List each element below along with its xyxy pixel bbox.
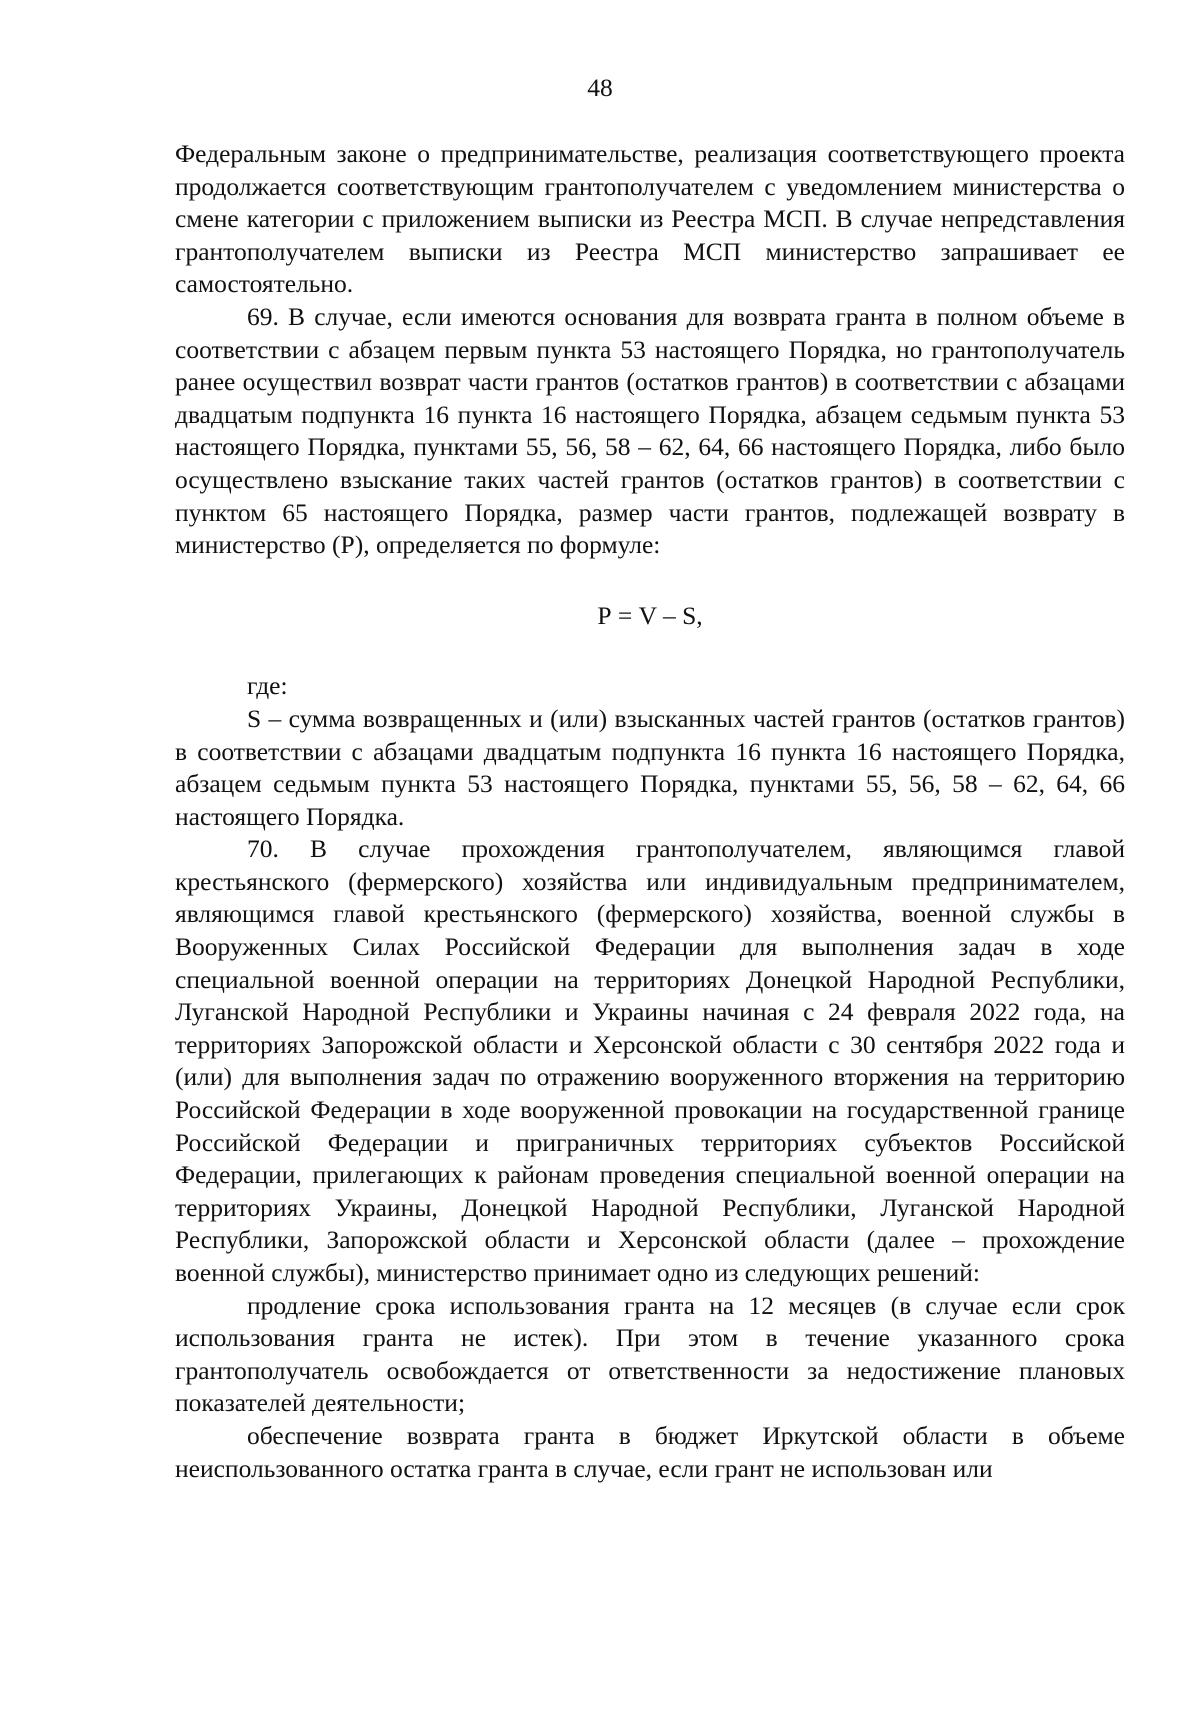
formula-where-label: где:: [247, 671, 288, 701]
formula: Р = V – S,: [597, 600, 703, 630]
document-body: [175, 138, 1125, 1485]
paragraph-item-70: 70. В случае прохождения грантополучателем, являющимся главой крестьянского (фермерского) хозяйства или индивидуальным предпринимателем, являющимся главой крестьянского (фермерского) хозяйства, военной службы в Вооруженных Силах Российской Федерации для выполнения задач в ходе специальной военной операции на территориях Донецкой Народной Республики, Луганской Народной Республики и Украины начиная с 24 февраля 2022 года, на территориях Запорожской области и Херсонской области с 30 сентября 2022 года и (или) для выполнения задач по отражению вооруженного вторжения на территорию Российской Федерации в ходе вооруженной провокации на государственной границе Российской Федерации и приграничных территориях субъектов Российской Федерации, прилегающих к районам проведения специальной военной операции на территориях Украины, Донецкой Народной Республики, Луганской Народной Республики, Запорожской области и Херсонской области (далее – прохождение военной службы), министерство принимает одно из следующих решений:: [175, 834, 1125, 1287]
paragraph-continuation: Федеральным законе о предпринимательстве, реализация соответствующего проекта продолжается соответствующим грантополучателем с уведомлением министерства о смене категории с приложением выписки из Реестра МСП. В случае непредставления грантополучателем выписки из Реестра МСП министерство запрашивает ее самостоятельно.: [175, 139, 1125, 299]
formula-definition-s: S – сумма возвращенных и (или) взысканных частей грантов (остатков грантов) в соответствии с абзацами двадцатым подпункта 16 пункта 16 настоящего Порядка, абзацем седьмым пункта 53 настоящего Порядка, пунктами 55, 56, 58 – 62, 64, 66 настоящего Порядка.: [175, 703, 1125, 831]
page-number: 48: [587, 73, 613, 102]
decision-option-return: обеспечение возврата гранта в бюджет Иркутской области в объеме неиспользованного остатка гранта в случае, если грант не использован или: [175, 1420, 1125, 1483]
paragraph-item-69: 69. В случае, если имеются основания для возврата гранта в полном объеме в соответствии с абзацем первым пункта 53 настоящего Порядка, но грантополучатель ранее осуществил возврат части грантов (остатков грантов) в соответствии с абзацами двадцатым подпункта 16 пункта 16 настоящего Порядка, абзацем седьмым пункта 53 настоящего Порядка, пунктами 55, 56, 58 – 62, 64, 66 настоящего Порядка, либо было осуществлено взыскание таких частей грантов (остатков грантов) в соответствии с пунктом 65 настоящего Порядка, размер части грантов, подлежащей возврату в министерство (Р), определяется по формуле:: [175, 301, 1125, 560]
decision-option-extension: продление срока использования гранта на 12 месяцев (в случае если срок использования гранта не истек). При этом в течение указанного срока грантополучатель освобождается от ответственности за недостижение плановых показателей деятельности;: [175, 1290, 1125, 1418]
